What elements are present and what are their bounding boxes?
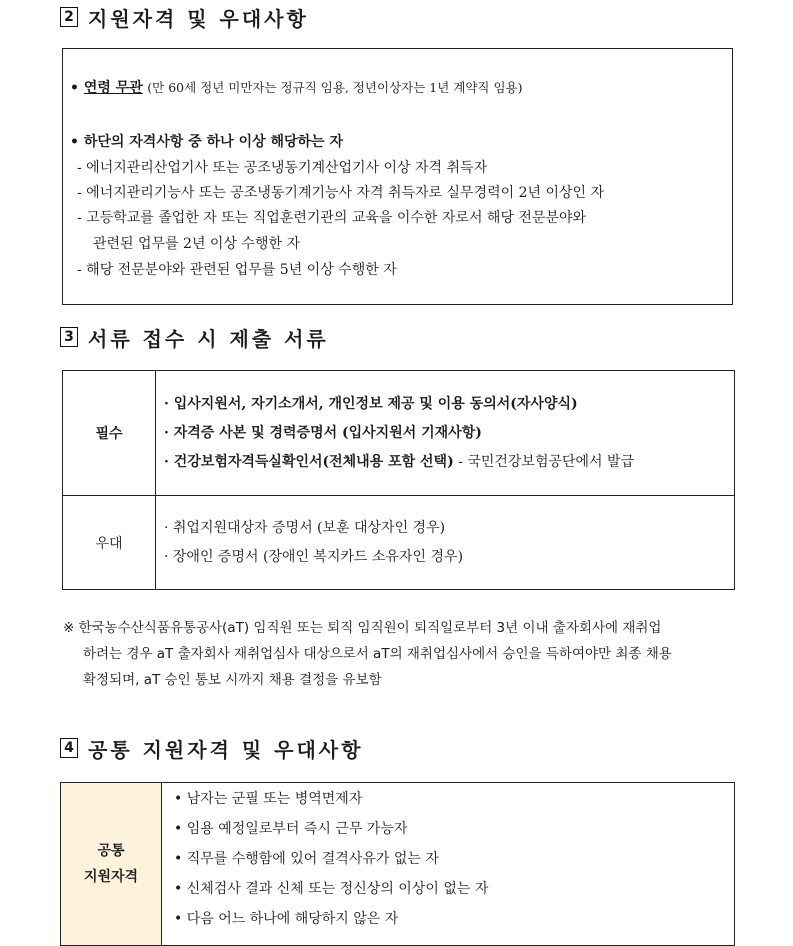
list-item: · 입사지원서, 자기소개서, 개인정보 제공 및 이용 동의서(자사양식) [164,395,578,412]
section-title: 지원자격 및 우대사항 [88,6,309,31]
age-label: 연령 무관 [83,80,143,96]
list-item: • 다음 어느 하나에 해당하지 않은 자 [174,911,399,927]
list-item: • 직무를 수행함에 있어 결격사유가 없는 자 [174,851,439,867]
section-number: 3 [60,327,78,347]
qual-item: - 고등학교를 졸업한 자 또는 직업훈련기관의 교육을 이수한 자로서 해당 전문분야와 [77,210,587,226]
list-item: · 건강보험자격득실확인서(전체내용 포함 선택) - 국민건강보험공단에서 발급 [164,453,635,470]
list-item: • 신체검사 결과 신체 또는 정신상의 이상이 없는 자 [174,881,489,897]
list-item: • 남자는 군필 또는 병역면제자 [174,791,363,807]
section-2-heading [60,2,309,32]
section-3-heading [60,322,329,352]
common-items [162,783,735,946]
documents-table [62,370,735,590]
notice-line: ※ 한국농수산식품유통공사(aT) 임직원 또는 퇴직 임직원이 퇴직일로부터 3년 이내 출자회사에 재취업 [63,620,662,636]
pref-label: 우대 [63,496,156,590]
age-line: • 연령 무관 (만 60세 정년 미만자는 정규직 임용, 정년이상자는 1년 계약직 임용) [70,80,523,96]
qual-heading: • 하단의 자격사항 중 하나 이상 해당하는 자 [70,134,343,150]
section-title: 공통 지원자격 및 우대사항 [88,737,364,762]
section-title: 서류 접수 시 제출 서류 [88,326,329,351]
notice-line: 하려는 경우 aT 출자회사 재취업심사 대상으로서 aT의 재취업심사에서 승인을 득하여야만 최종 채용 [83,646,672,662]
required-items [156,371,735,496]
age-note: (만 60세 정년 미만자는 정규직 임용, 정년이상자는 1년 계약직 임용) [147,80,523,95]
list-item: · 장애인 증명서 (장애인 복지카드 소유자인 경우) [164,548,464,565]
qual-item: - 에너지관리기능사 또는 공조냉동기계기능사 자격 취득자로 실무경력이 2년 이상인 자 [77,185,605,201]
table-row [61,783,735,946]
notice-line: 확정되며, aT 승인 통보 시까지 채용 결정을 유보함 [83,672,382,688]
qual-item: - 에너지관리산업기사 또는 공조냉동기계산업기사 이상 자격 취득자 [77,160,488,176]
section-number: 4 [60,738,78,758]
qual-item: - 해당 전문분야와 관련된 업무를 5년 이상 수행한 자 [77,262,397,278]
list-item: · 취업지원대상자 증명서 (보훈 대상자인 경우) [164,519,446,536]
section-number: 2 [60,7,78,27]
table-row [63,496,735,590]
list-item: • 임용 예정일로부터 즉시 근무 가능자 [174,821,408,837]
pref-items [156,496,735,590]
required-label: 필수 [63,371,156,496]
common-label: 공통 지원자격 [61,783,162,946]
section-4-heading [60,733,363,763]
common-qualifications-table [60,782,735,946]
table-row [63,371,735,496]
list-item: · 자격증 사본 및 경력증명서 (입사지원서 기재사항) [164,424,482,441]
qual-item: 관련된 업무를 2년 이상 수행한 자 [93,236,300,252]
